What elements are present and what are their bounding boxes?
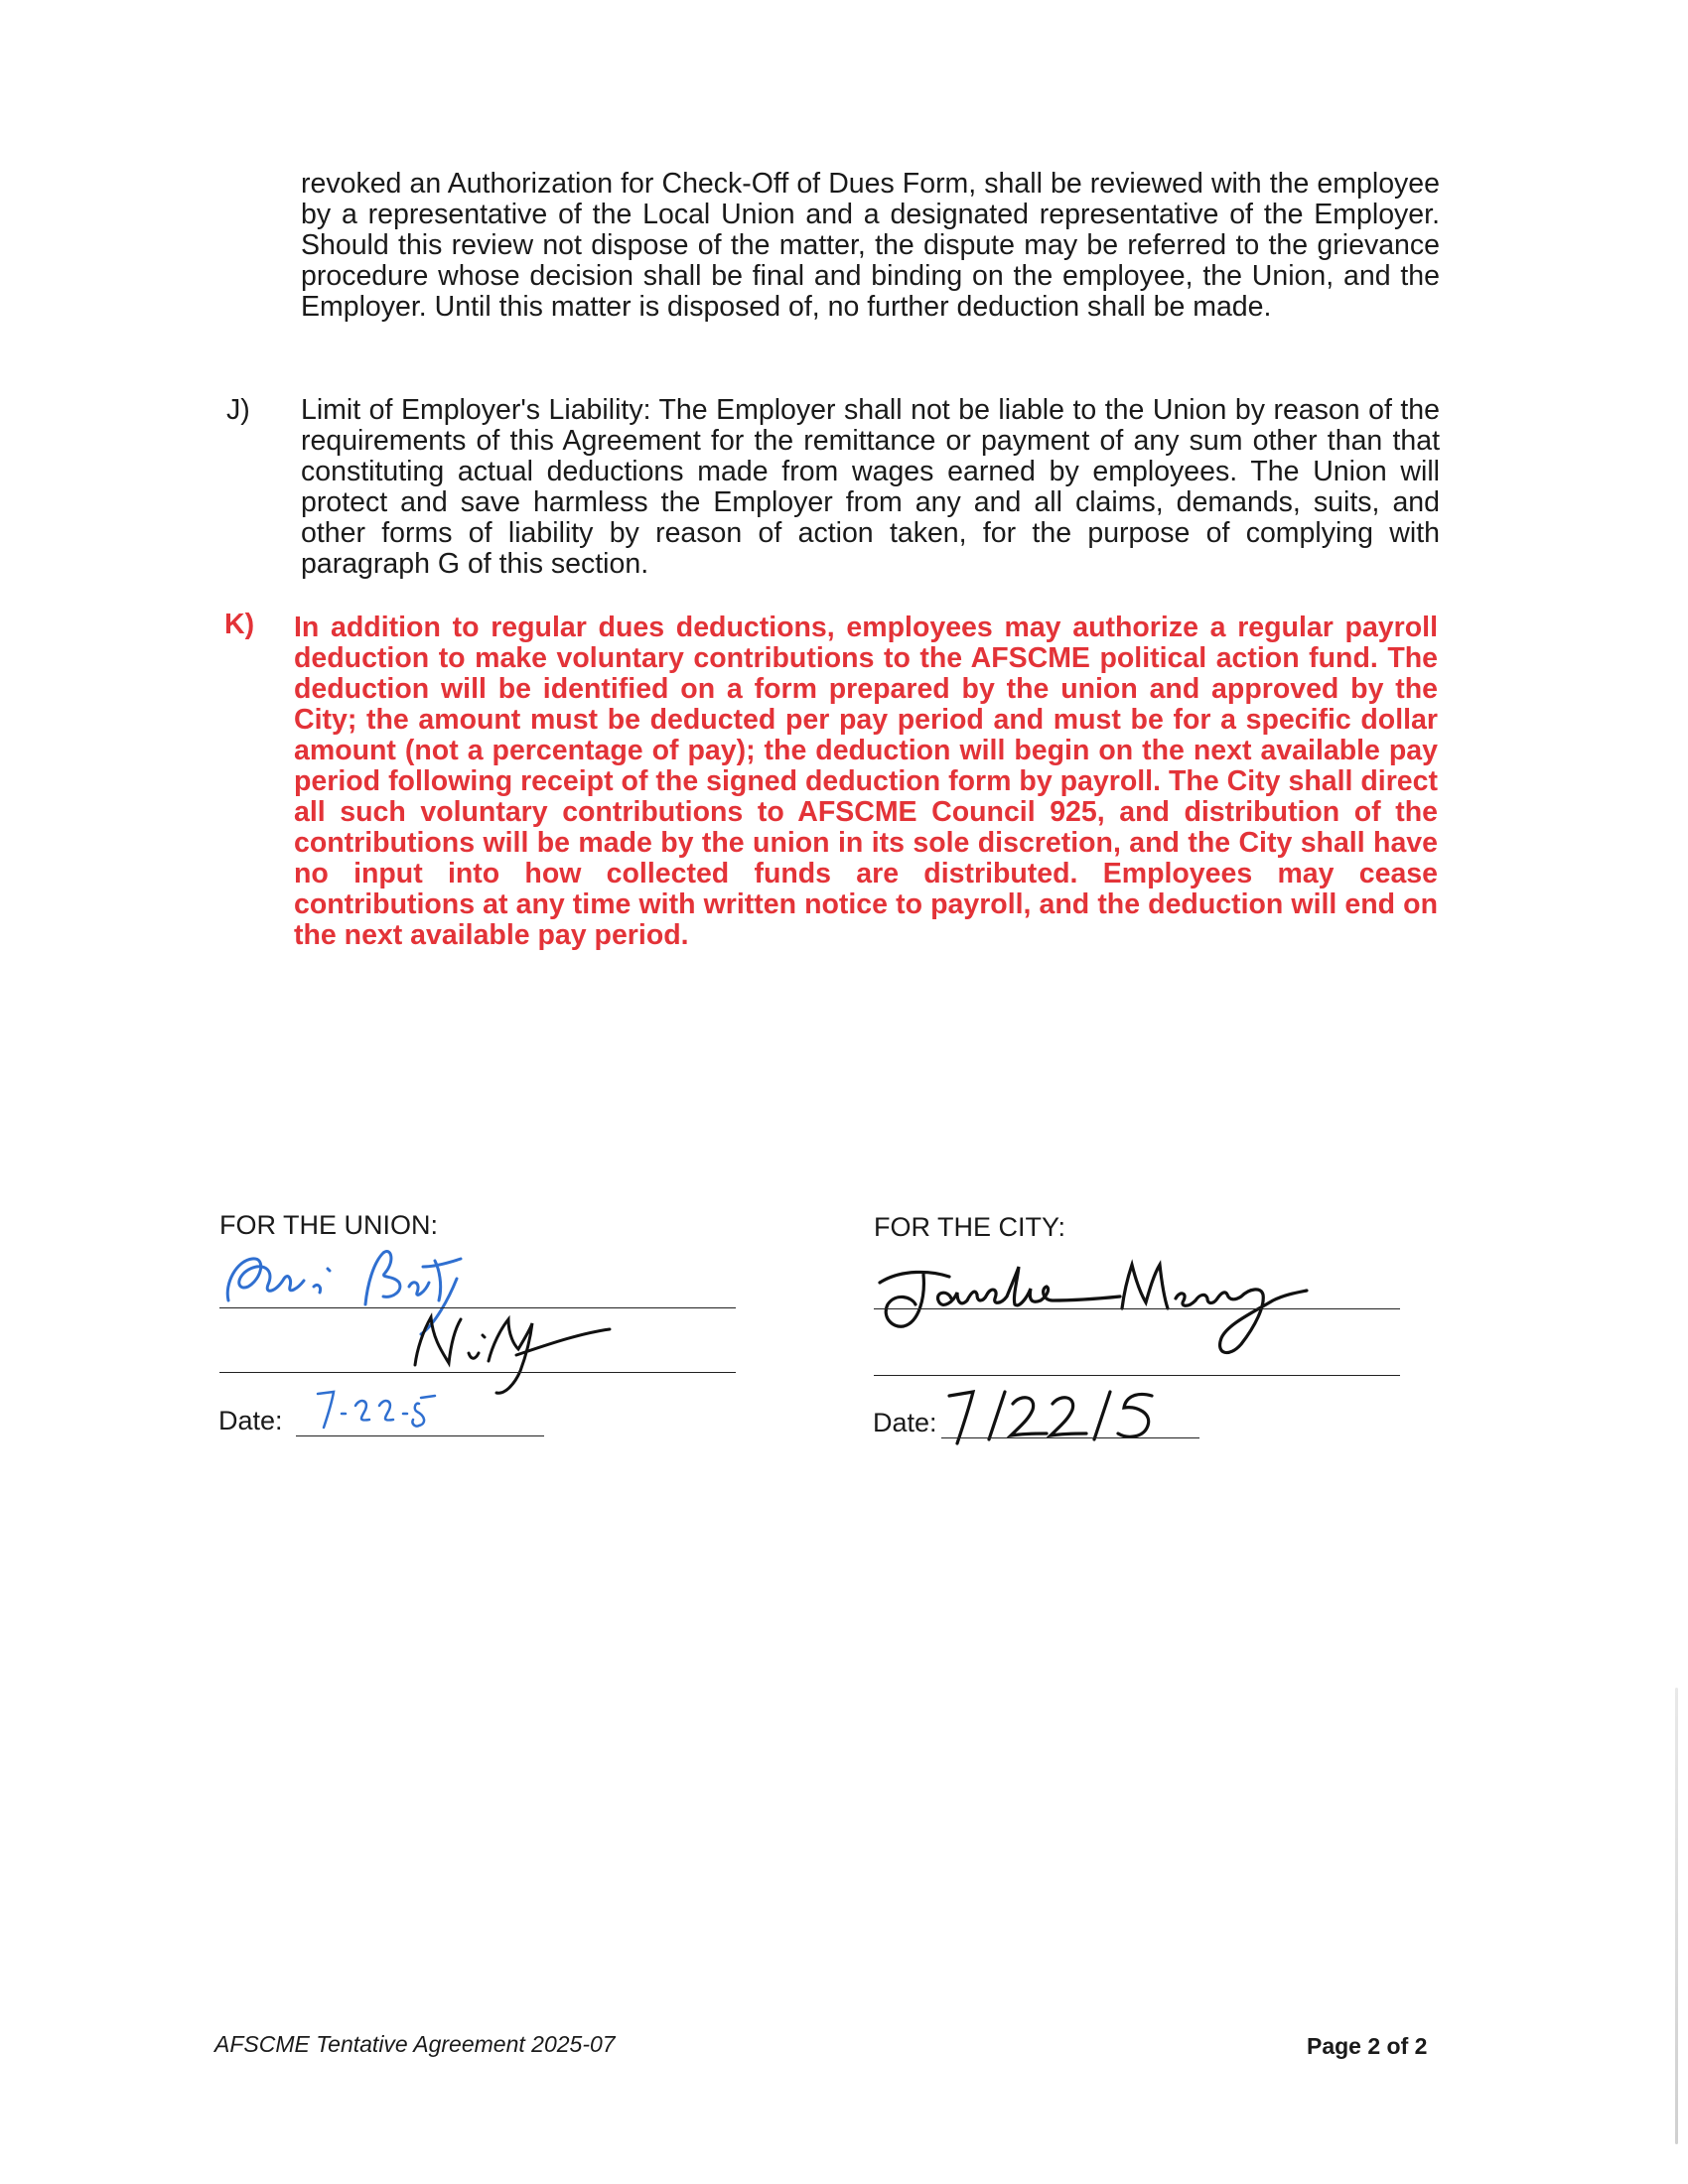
- paragraph-k: In addition to regular dues deductions, employees may authorize a regular payroll deduction to make voluntary contributions to the AFSCME political action fund. The deduction will be identified on a form prepared by the union and approved by the City; the amount must be deducted per pay period and must be for a specific dollar amount (not a percentage of pay); the deduction will begin on the next available pay period following receipt of the signed deduction form by payroll. The City shall direct all such voluntary contributions to AFSCME Council 925, and distribution of the contributions will be made by the union in its sole discretion, and the City shall have no input into how collected funds are distributed. Employees may cease contributions at any time with written notice to payroll, and the deduction will end on the next available pay period.: [294, 612, 1438, 951]
- union-label: FOR THE UNION:: [219, 1210, 439, 1240]
- scan-page-edge: [1675, 1688, 1678, 2144]
- paragraph-j-marker: J): [226, 394, 250, 426]
- union-date-label: Date:: [218, 1406, 283, 1435]
- paragraph-i-continued: revoked an Authorization for Check-Off of Dues Form, shall be reviewed with the employee by a representative of the Local Union and a designated representative of the Employer. Should this review not dispose of the matter, the dispute may be referred to the grievance procedure whose decision shall be final and binding on the employee, the Union, and the Employer. Until this matter is disposed of, no further deduction shall be made.: [301, 168, 1440, 323]
- city-date-line: [941, 1437, 1199, 1438]
- city-label: FOR THE CITY:: [874, 1212, 1066, 1242]
- paragraph-j: Limit of Employer's Liability: The Employer shall not be liable to the Union by reason of the requirements of this Agreement for the remittance or payment of any sum other than that constituting actual deductions made from wages earned by employees. The Union will protect and save harmless the Employer from any and all claims, demands, suits, and other forms of liability by reason of action taken, for the purpose of complying with paragraph G of this section.: [301, 394, 1440, 580]
- city-signature-line-2: [874, 1375, 1400, 1376]
- city-date-label: Date:: [873, 1408, 937, 1437]
- city-signature-line-1: [874, 1308, 1400, 1309]
- city-signature: [872, 1253, 1338, 1362]
- union-signature-line-2: [219, 1372, 736, 1373]
- footer-document-title: AFSCME Tentative Agreement 2025-07: [214, 2031, 616, 2057]
- union-date-handwritten: [310, 1380, 469, 1439]
- union-date-line: [296, 1435, 544, 1436]
- footer-page-number: Page 2 of 2: [1307, 2033, 1428, 2059]
- paragraph-k-marker: K): [224, 609, 255, 640]
